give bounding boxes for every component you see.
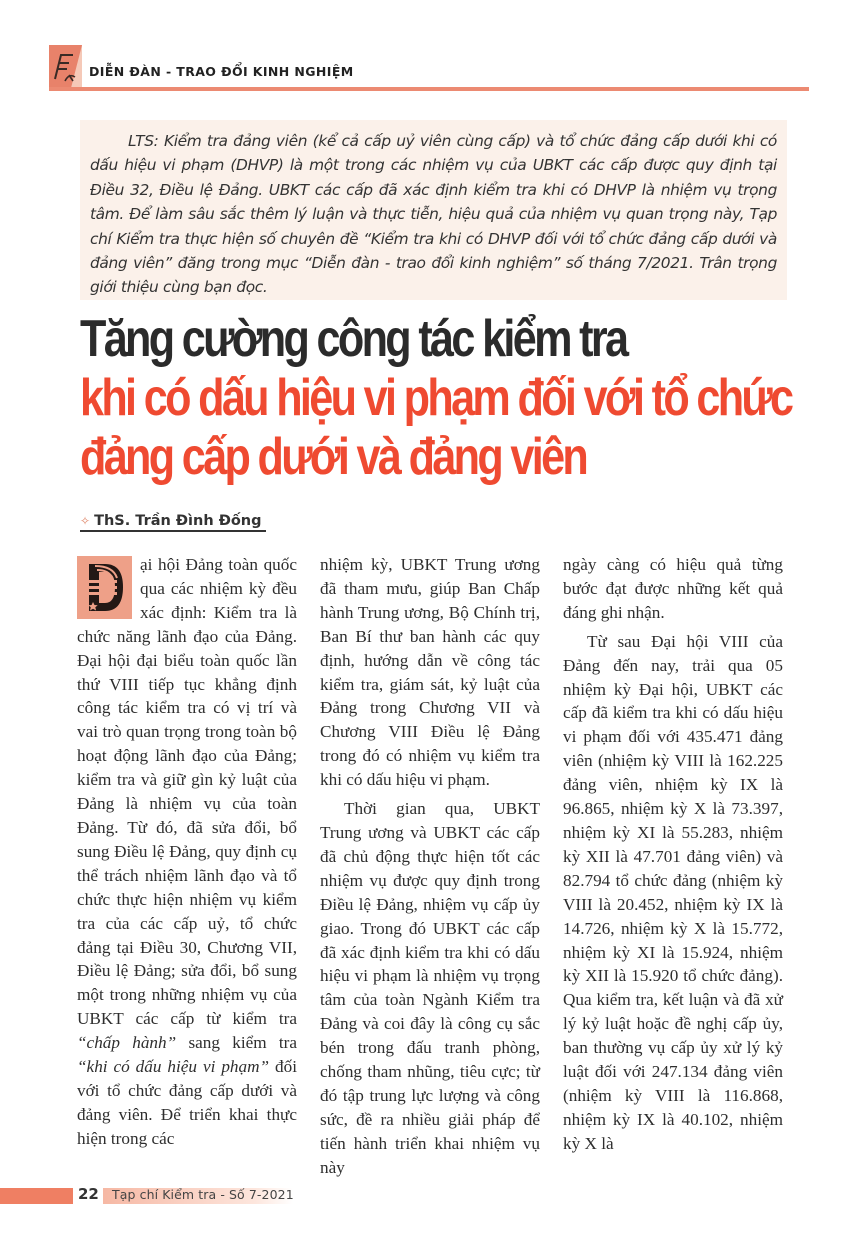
magazine-logo-icon [49, 45, 82, 88]
footer-accent-bar [0, 1188, 73, 1204]
section-title: DIỄN ĐÀN - TRAO ĐỔI KINH NGHIỆM [89, 64, 354, 79]
article-paragraph: ngày càng có hiệu quả từng bước đạt được những kết quả đáng ghi nhận. [563, 555, 783, 622]
quote-chap-hanh: “chấp hành” [77, 1033, 177, 1053]
diamond-bullet-icon: ✧ [80, 514, 91, 528]
article-paragraph: nhiệm kỳ, UBKT Trung ương đã tham mưu, giúp Ban Chấp hành Trung ương, Bộ Chính trị, Ban Bí thư ban hành các quy định, hướng dẫn về công tác kiểm tra, giám sát, kỷ luật của Đảng trong Chương VII và Chương VIII Điều lệ Đảng trong đó có nhiệm vụ kiểm tra khi có dấu hiệu vi phạm. [320, 555, 540, 790]
page-number: 22 [78, 1185, 99, 1203]
article-paragraph: Từ sau Đại hội VIII của Đảng đến nay, trải qua 05 nhiệm kỳ Đại hội, UBKT các cấp đã kiểm tra khi có dấu hiệu vi phạm đối với 435.471 đảng viên (nhiệm kỳ VIII là 162.225 đảng viên, nhiệm kỳ IX là 96.865, nhiệm kỳ X là 73.397, nhiệm kỳ XI là 55.283, nhiệm kỳ XII là 47.701 đảng viên) và 82.794 tổ chức đảng (nhiệm kỳ VIII là 20.452, nhiệm kỳ IX là 14.726, nhiệm kỳ X là 15.772, nhiệm kỳ XI là 15.924, nhiệm kỳ XII là 15.920 tổ chức đảng). Qua kiểm tra, kết luận và đã xử lý kỷ luật hoặc đề nghị cấp ủy, ban thường vụ cấp ủy xử lý kỷ luật đối với 247.134 đảng viên (nhiệm kỳ VIII là 116.868, nhiệm kỳ IX là 40.102, nhiệm kỳ X là [563, 631, 783, 1153]
headline-line-1: Tăng cường công tác kiểm tra [80, 310, 627, 368]
article-paragraph: ại hội Đảng toàn quốc qua các nhiệm kỳ đều xác định: Kiểm tra là chức năng lãnh đạo của Đảng. Đại hội đại biểu toàn quốc lần thứ VIII tiếp tục khẳng định công tác kiểm tra có vị trí và vai trò quan trọng trong toàn bộ hoạt động lãnh đạo của Đảng; kiểm tra và giữ gìn kỷ luật của Đảng là nhiệm vụ của toàn Đảng. Từ đó, đã sửa đổi, bổ sung Điều lệ Đảng, quy định cụ thể trách nhiệm lãnh đạo và tổ chức thực hiện nhiệm vụ kiểm tra của các cấp uỷ, tổ chức đảng tại Điều 30, Chương VII, Điều lệ Đảng; sửa đổi, bổ sung một trong những nhiệm vụ của UBKT các cấp từ kiểm tra “chấp hành” sang kiểm tra “khi có dấu hiệu vi phạm” đối với tổ chức đảng cấp dưới và đảng viên. Để triển khai thực hiện trong các [77, 555, 298, 1148]
editor-note-text: LTS: Kiểm tra đảng viên (kể cả cấp uỷ viên cùng cấp) và tổ chức đảng cấp dưới khi có dấu hiệu vi phạm (DHVP) là một trong các nhiệm vụ của UBKT các cấp được quy định tại Điều 32, Điều lệ Đảng. UBKT các cấp đã xác định kiểm tra khi có DHVP là nhiệm vụ trọng tâm. Để làm sâu sắc thêm lý luận và thực tiễn, hiệu quả của nhiệm vụ quan trọng này, Tạp chí Kiểm tra thực hiện số chuyên đề “Kiểm tra khi có DHVP đối với tổ chức đảng cấp dưới và đảng viên” đăng trong mục “Diễn đàn - trao đổi kinh nghiệm” số tháng 7/2021. Trân trọng giới thiệu cùng bạn đọc. [90, 132, 777, 297]
article-column-1 [77, 553, 297, 1151]
author-name: ThS. Trần Đình Đống [94, 513, 262, 529]
article-headline [80, 310, 800, 487]
dropcap-letter-d-icon [77, 556, 132, 619]
publication-label: Tạp chí Kiểm tra - Số 7-2021 [112, 1187, 294, 1202]
section-divider [49, 87, 809, 91]
headline-line-2: khi có dấu hiệu vi phạm đối với tổ chức [80, 369, 792, 427]
article-paragraph: Thời gian qua, UBKT Trung ương và UBKT các cấp đã chủ động thực hiện tốt các nhiệm vụ được quy định trong Điều lệ Đảng, nhiệm vụ cấp ủy giao. Trong đó UBKT các cấp đã xác định kiểm tra khi có dấu hiệu vi phạm là nhiệm vụ trọng tâm của toàn Ngành Kiểm tra Đảng và coi đây là công cụ sắc bén trong đấu tranh phòng, chống tham nhũng, tiêu cực; từ đó tập trung lực lượng và công sức, đề ra nhiều giải pháp để tiến hành triển khai nhiệm vụ này [320, 799, 540, 1177]
article-column-3 [563, 553, 783, 1156]
headline-line-3: đảng cấp dưới và đảng viên [80, 428, 587, 486]
byline [80, 513, 266, 532]
editor-note-box [80, 120, 787, 300]
quote-khi-co-dau-hieu: “khi có dấu hiệu vi phạm” [77, 1057, 270, 1077]
article-column-2 [320, 553, 540, 1180]
